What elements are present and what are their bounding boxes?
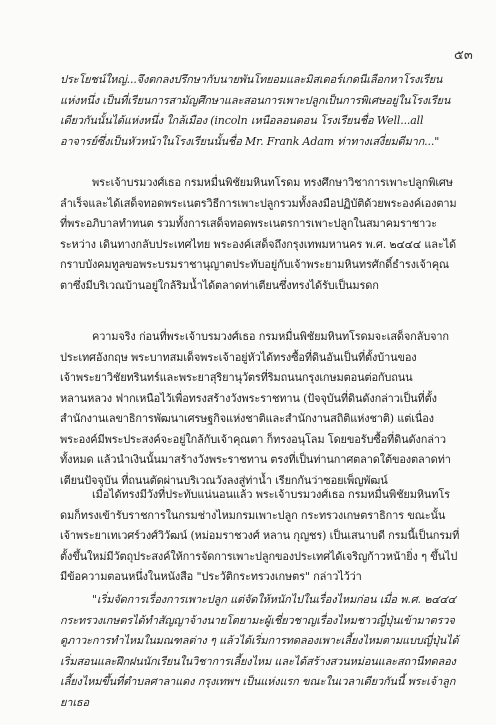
paragraph-1	[60, 70, 460, 152]
paragraph-2	[60, 173, 460, 296]
paragraph-4-text: เมื่อได้ทรงมีวังที่ประทับแน่นอนแล้ว พระเจ้าบรมวงศ์เธอ กรมหมื่นพิชัยมหินทโรดมก็ทรงเข้ารับราชการในกรมช่างไหมกรมเพาะปลูก กระทรวงเกษตราธิการ ขณะนั้นเจ้าพระยาเทเวศร์วงศ์วิวัฒน์ (หม่อมราชวงศ์ หลาน กุญชร) เป็นเสนาบดี กรมนี้เป็นกรมที่ตั้งขึ้นใหม่มีวัตถุประสงค์ให้การจัดการเพาะปลูกของประเทศได้เจริญก้าวหน้ายิ่ง ๆ ขึ้นไป มีข้อความตอนหนึ่งในหนังสือ "ประวัติกระทรวงเกษตร" กล่าวไว้ว่า	[60, 488, 460, 583]
paragraph-3	[60, 327, 460, 491]
paragraph-3-text: ความจริง ก่อนที่พระเจ้าบรมวงศ์เธอ กรมหมื่นพิชัยมหินทโรดมจะเสด็จกลับจากประเทศอังกฤษ พระบาทสมเด็จพระเจ้าอยู่หัวได้ทรงซื้อที่ดินอันเป็นที่ตั้งบ้านของเจ้าพระยาวิชัยทรินทร์และพระยาสุริยานุวัตรที่ริมถนนกรุงเกษมตอนต่อกับถนนหลานหลวง ฟากเหนือไว้เพื่อทรงสร้างวังพระราชทาน (ปัจจุบันที่ดินดังกล่าวเป็นที่ตั้งสำนักงานเลขาธิการพัฒนาเศรษฐกิจแห่งชาติและสำนักงานสถิติแห่งชาติ) แต่เนื่องพระองค์มีพระประสงค์จะอยู่ใกล้กับเจ้าคุณตา ก็ทรงอนุโลม โดยขอรับซื้อที่ดินดังกล่าวทั้งหมด แล้วนำเงินนั้นมาสร้างวังพระราชทาน ตรงที่เป็นท่านกาศตลาดใต้ของตลาดท่าเตียนปัจจุบัน ที่ถนนตัดผ่านบริเวณวังลงสู่ท่าน้ำ เรียกกันว่าซอยเพ็ญพัฒน์	[60, 330, 451, 487]
paragraph-2-text: พระเจ้าบรมวงศ์เธอ กรมหมื่นพิชัยมหินทโรดม ทรงศึกษาวิชาการเพาะปลูกพิเศษ ลำเร็จและได้เสด็จทอดพระเนตรวิธีการเพาะปลูกรวมทั้งลงมือปฏิบัติด้วยพระองค์เองตามที่พระอภิบาลทำทนต รวมทั้งการเสด็จทอดพระเนตรการเพาะปลูกในสมาคมราชาวะระหว่าง เดินทางกลับประเทศไทย พระองค์เสด็จถึงกรุงเทพมหานคร พ.ศ. ๒๔๔๔ และได้กราบบังคมทูลขอพระบรมราชานุญาตประทับอยู่กับเจ้าพระยามหินทรศักดิ์ธำรงเจ้าคุณตาซึ่งมีบริเวณบ้านอยู่ใกล้ริมน้ำได้ตลาดท่าเตียนซึ่งทรงได้รับเป็นมรดก	[60, 176, 457, 292]
paragraph-5-text: "เริ่มจัดการเรื่องการเพาะปลูก แต่จัดให้หนักไปในเรื่องไหมก่อน เมื่อ พ.ศ. ๒๔๔๔ กระทรวงเกษตรได้ทำสัญญาจ้างนายโตยามะผู้เชี่ยวชาญเรื่องไหมชาวญี่ปุ่นเข้ามาตรวจดูภาวะการทำไหมในมณฑลต่าง ๆ แล้วได้เริ่มการทดลองเพาะเลี้ยงไหมตามแบบญี่ปุ่นได้เริ่มสอนและฝึกฝนนักเรียนในวิชาการเลี้ยงไหม และได้สร้างสวนหม่อนและสถานีทดลองเลี้ยงไหมขึ้นที่ตำบลศาลาแดง กรุงเทพฯ เป็นแห่งแรก ขณะในเวลาเดียวกันนี้ พระเจ้าลูกยาเธอ	[60, 593, 459, 709]
page-number: ๕๓	[454, 48, 473, 63]
paragraph-4	[60, 485, 460, 588]
paragraph-5	[60, 590, 460, 713]
paragraph-1-text: ประโยชน์ใหญ่...จึงตกลงปรึกษากับนายพันโทยอมและมิสเตอร์เกดนีเลือกหาโรงเรียนแห่งหนึ่ง เป็นที่เรียนการสามัญศึกษาและสอนการเพาะปลูกเป็นการพิเศษอยู่ในโรงเรียนเดียวกันนั้นได้แห่งหนึ่ง ใกล้เมือง (incoln เหนือลอนดอน โรงเรียนชื่อ Well...all อาจารย์ซึ่งเป็นหัวหน้าในโรงเรียนนั้นชื่อ Mr. Frank Adam ท่าทางเสงี่ยมดีมาก..."	[60, 73, 451, 148]
